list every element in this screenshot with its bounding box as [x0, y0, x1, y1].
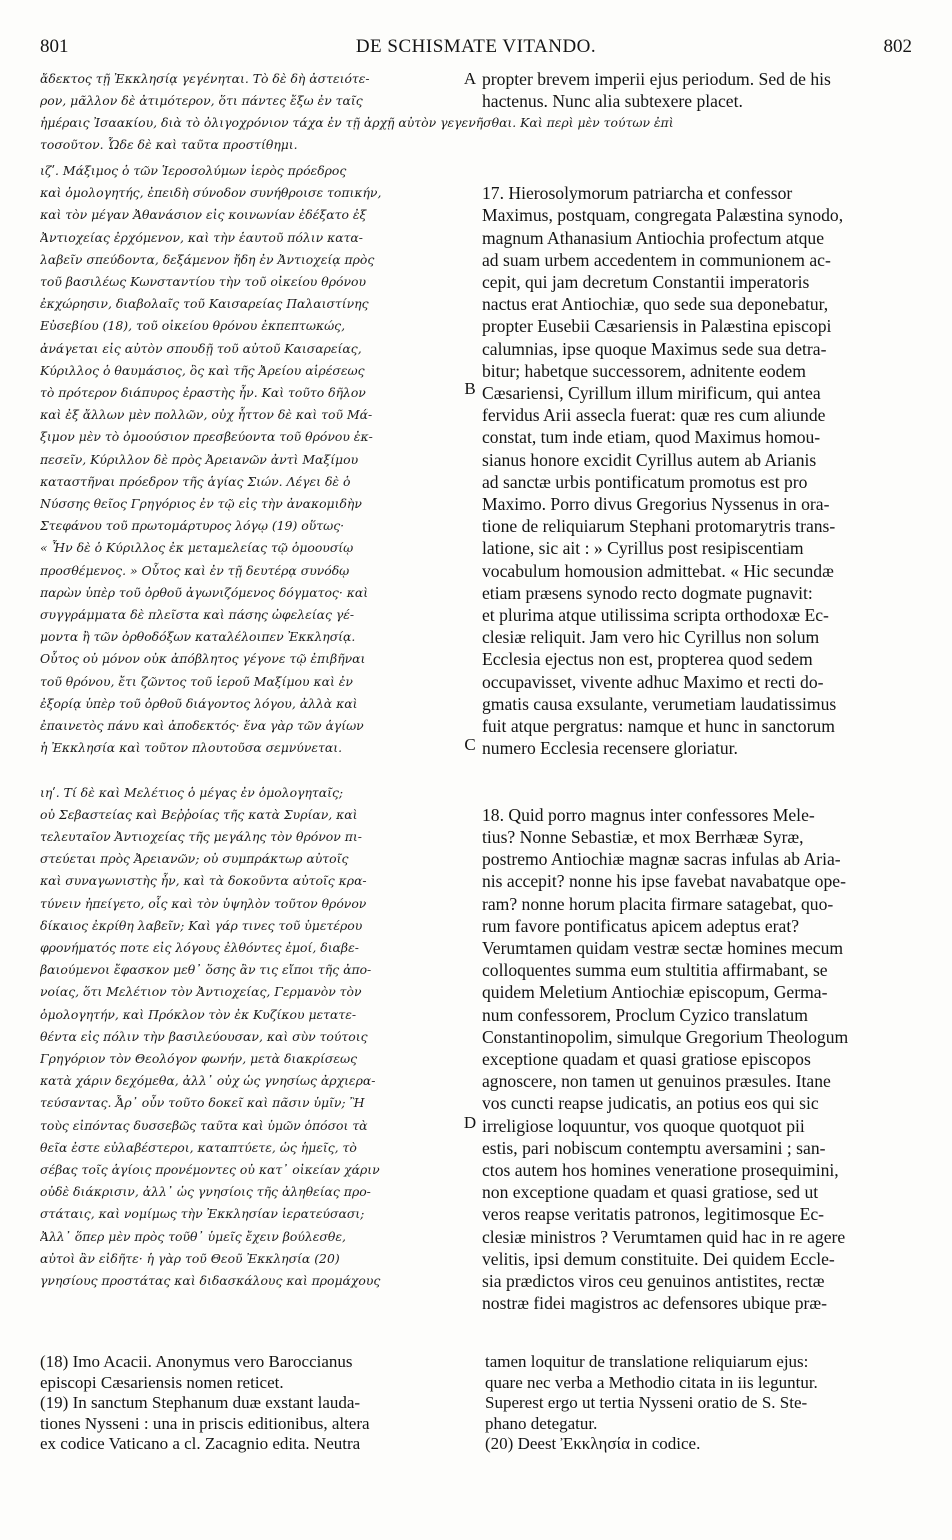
latin-text-line: 18. Quid porro magnus inter confessores Mele- — [482, 804, 815, 825]
greek-text-line: Νύσσης θεῖος Γρηγόριος ἐν τῷ εἰς τὴν ἀνακομιδὴν — [40, 496, 362, 511]
greek-text-line: στάταις, καὶ νομίμως τὴν Ἐκκλησίαν ἱερατεύσασι; — [40, 1206, 365, 1222]
latin-text-line: sia prædictos viros ceu genuinos antistites, rectæ — [482, 1271, 825, 1291]
greek-text-line: ὁμολογητήν, καὶ Πρόκλον τὸν ἐκ Κυζίκου μετατε- — [40, 1006, 357, 1022]
greek-wide-line: ἡμέραις Ἰσαακίου, διὰ τὸ ὀλιγοχρόνιον τάχα ἐν τῇ ἀρχῇ αὐτὸν γεγενῆσθαι. Καὶ περὶ μὲν τούτων ἐπὶ — [40, 115, 674, 130]
greek-text-line: τοῦ θρόνου, ἔτι ζῶντος τοῦ ἱεροῦ Μαξίμου καὶ ἐν — [40, 673, 353, 689]
greek-text-line: Κύριλλος ὁ θαυμάσιος, ὃς καὶ τῆς Ἀρείου αἱρέσεως — [40, 362, 365, 378]
latin-text-line: occupavisset, vivente adhuc Maximo et recti do- — [482, 671, 824, 692]
latin-text-line: non exceptione quadam et quasi gratiose, sed ut — [482, 1182, 819, 1203]
greek-text-line: Στεφάνου τοῦ πρωτομάρτυρος λόγῳ (19) οὕτως· — [40, 518, 345, 534]
latin-text-line: et plurima atque utilissima scripta orthodoxæ Ec- — [482, 605, 829, 625]
latin-text-line: propter Eusebii Cæsariensis in Palæstina episcopi — [482, 316, 832, 337]
footnote-line: quare nec verba a Methodio citata in iis leguntur. — [485, 1372, 818, 1392]
latin-text-line: ram? nonne horum placita firmare satagebat, quo- — [482, 893, 834, 914]
latin-text-line: numero Ecclesia recensere gloriatur. — [482, 738, 738, 759]
latin-top-line: propter brevem imperii ejus periodum. Sed de his — [482, 69, 831, 89]
greek-text-line: παρὼν ὑπὲρ τοῦ ὀρθοῦ ἀγωνιζόμενος δόγματος· καὶ — [40, 584, 369, 600]
greek-text-line: Οὗτος οὐ μόνον οὐκ ἀπόβλητος γέγονε τῷ ἐπιβῆναι — [40, 651, 366, 667]
greek-text-line: πεσεῖν, Κύριλλον δὲ πρὸς Ἀρειανῶν ἀντὶ Μαξίμου — [40, 451, 359, 467]
latin-text-line: nostræ fidei magistros ac defensores ubique præ- — [482, 1293, 827, 1314]
greek-text-line: ἀνάγεται εἰς αὐτὸν σπουδῇ τοῦ αὐτοῦ Καισαρείας, — [40, 340, 362, 356]
footnote-line: phano detegatur. — [485, 1413, 598, 1433]
greek-text-line — [40, 759, 458, 781]
latin-text-line: latione, sic ait : » Cyrillus post resipiscentiam — [482, 538, 804, 559]
greek-text-line: καὶ ἐξ ἄλλων μὲν πολλῶν, οὐχ ἧττον δὲ καὶ τοῦ Μά- — [40, 407, 373, 423]
latin-top-line: hactenus. Nunc alia subtexere placet. — [482, 91, 743, 111]
greek-text-line: αὐτοὶ ἂν εἰδῆτε· ἡ γὰρ τοῦ Θεοῦ Ἐκκλησία (20) — [40, 1250, 340, 1266]
greek-text-line: τελευταῖον Ἀντιοχείας τῆς μεγάλης τὸν θρόνον πι- — [40, 829, 362, 844]
page-number-left: 801 — [40, 36, 69, 57]
margin-marker-d: D — [463, 1113, 477, 1132]
greek-text-line: Ἀντιοχείας ἐρχόμενον, καὶ τὴν ἑαυτοῦ πόλιν κατα- — [40, 229, 363, 245]
greek-text-line: γνησίους προστάτας καὶ διδασκάλους καὶ προμάχους — [40, 1273, 381, 1288]
greek-text-line: Ἀλλ᾽ ὅπερ μὲν πρὸς τοῦθ᾽ ὑμεῖς ἔχειν βούλεσθε, — [40, 1228, 346, 1244]
greek-text-line: καὶ τὸν μέγαν Ἀθανάσιον εἰς κοινωνίαν ἐδέξατο ἐξ — [40, 207, 367, 223]
greek-text-line: βαιούμενοι ἔφασκον μεθ᾽ ὅσης ἂν τις εἴποι τῆς ἀπο- — [40, 962, 372, 978]
greek-text-line: καὶ ὁμολογητής, ἐπειδὴ σύνοδον συνήθροισε τοπικήν, — [40, 185, 382, 201]
greek-text-line: ἐκχώρησιν, διαβολαῖς τοῦ Καισαρείας Παλαιστίνης — [40, 296, 369, 312]
greek-text-line: τεύσαντας. Ἆρ᾽ οὖν τοῦτο δοκεῖ καὶ πᾶσιν ὑμῖν; Ἢ — [40, 1095, 365, 1111]
latin-text-line — [482, 160, 912, 182]
latin-text-line: quidem Meletium Antiochiæ episcopum, Germa- — [482, 982, 828, 1003]
latin-text-line: nis accepit? nonne his ipse favebat navabatque ope- — [482, 871, 846, 892]
latin-text-line: Maximo. Porro divus Gregorius Nyssenus in ora- — [482, 494, 830, 514]
greek-wide-line: τοσοῦτον. Ὧδε δὲ καὶ ταῦτα προστίθημι. — [40, 137, 298, 152]
greek-text-line: σέβας τοῖς ἁγίοις προνέμοντες οὐ κατ᾽ οἰκείαν χάριν — [40, 1162, 380, 1177]
latin-text-line: nactus erat Antiochiæ, quo sede sua deponebatur, — [482, 294, 829, 315]
latin-text-line: fuit atque pergratus: namque et hunc in sanctorum — [482, 716, 835, 736]
latin-text-line: constat, tum inde etiam, quod Maximus homou- — [482, 427, 821, 448]
greek-text-line: φρονήματός ποτε εἰς λόγους ἐλθόντες ἐμοί, διαβε- — [40, 940, 359, 955]
latin-text-line: ad suam urbem accedentem in communionem ac- — [482, 249, 831, 270]
footnote-line: (19) In sanctum Stephanum duæ exstant lauda- — [40, 1393, 361, 1412]
greek-text-line: καταστῆναι πρόεδρον τῆς ἁγίας Σιών. Λέγει δὲ ὁ — [40, 473, 351, 489]
greek-text-line: καὶ συναγωνιστὴς ἦν, καὶ τὰ δοκοῦντα αὐτοῖς κρα- — [40, 873, 367, 889]
greek-text-line: κατὰ χάριν δεχόμεθα, ἀλλ᾽ οὐχ ὡς γνησίως ἀρχιερα- — [40, 1073, 376, 1089]
greek-text-line: δίκαιος ἐκρίθη λαβεῖν; Καὶ γάρ τινες τοῦ ὑμετέρου — [40, 917, 363, 933]
greek-text-line: λαβεῖν σπεύδοντα, δεξάμενον ἤδη ἐν Ἀντιοχείᾳ πρὸς — [40, 251, 375, 267]
margin-marker-c: C — [464, 735, 476, 754]
footnote-line: episcopi Cæsariensis nomen reticet. — [40, 1372, 284, 1392]
latin-text-line — [482, 759, 912, 781]
greek-text-line: ξιμον μὲν τὸ ὁμοούσιον πρεσβεύοντα τοῦ θρόνου ἐκ- — [40, 429, 373, 445]
latin-text-line: Verumtamen quidam vestræ sectæ homines mecum — [482, 938, 844, 958]
latin-text-line: exceptione quadam et quasi gratiose episcopos — [482, 1049, 811, 1069]
latin-text-line: postremo Antiochiæ magnæ sacras infulas ab Aria- — [482, 849, 841, 870]
greek-text-line: « Ἦν δὲ ὁ Κύριλλος ἐκ μεταμελείας τῷ ὁμοουσίῳ — [40, 540, 354, 556]
margin-marker-a: A — [463, 69, 477, 88]
greek-text-line: τοῦ βασιλέως Κωνσταντίου τὴν τοῦ οἰκείου θρόνου — [40, 274, 367, 289]
greek-text-line: τύνειν ἠπείγετο, οἷς καὶ τὸν ὑψηλὸν τοῦτον θρόνον — [40, 895, 367, 911]
greek-text-line: ιζʹ. Μάξιμος ὁ τῶν Ἱεροσολύμων ἱερὸς πρόεδρος — [40, 163, 347, 178]
footnote-line: (20) Deest Ἐκκλησία in codice. — [485, 1434, 701, 1453]
page-number-right: 802 — [883, 36, 912, 57]
latin-text-line: velitis, ipsi demum constituite. Dei quidem Eccle- — [482, 1248, 835, 1269]
footnote-line: (18) Imo Acacii. Anonymus vero Baroccianus — [40, 1352, 353, 1371]
latin-text-line: Maximus, postquam, congregata Palæstina synodo, — [482, 205, 844, 226]
greek-text-line: οὐ Σεβαστείας καὶ Βεῤῥοίας τῆς κατὰ Συρίαν, καὶ — [40, 806, 358, 822]
greek-text-line: ἡ Ἐκκλησία καὶ τοῦτον πλουτοῦσα σεμνύνεται. — [40, 740, 343, 756]
greek-text-line: στεύεται πρὸς Ἀρειανῶν; οὐ συμπράκτωρ αὐτοῖς — [40, 851, 349, 867]
latin-text-line: ctos autem hos homines veneratione prosequimini, — [482, 1160, 839, 1180]
greek-text-line: μοντα ἢ τῶν ὀρθοδόξων καταλέλοιπεν Ἐκκλησίᾳ. — [40, 629, 356, 645]
latin-text-line — [482, 782, 912, 804]
greek-text-line: Εὐσεβίου (18), τοῦ οἰκείου θρόνου ἐκπεπτωκώς, — [40, 318, 346, 334]
latin-text-line: clesiæ reliquit. Jam vero hic Cyrillus non solum — [482, 627, 820, 648]
latin-text-line: vos cuncti reapse judicatis, an potius eos qui sic — [482, 1093, 819, 1114]
greek-text-line: ἐξορίᾳ ὑπὲρ τοῦ ὀρθοῦ διάγοντος λόγου, ἀλλὰ καὶ — [40, 695, 358, 711]
latin-text-line: Cæsariensi, Cyrillum illum mirificum, qui antea — [482, 383, 821, 403]
latin-text-line: clesiæ ministros ? Verumtamen quid hac in re agere — [482, 1226, 846, 1247]
latin-text-line: tione de reliquiarum Stephani protomarytris trans- — [482, 516, 836, 537]
greek-text-line: τοὺς εἰπόντας δυσσεβῶς ταῦτα καὶ ὑμῶν ὁπόσοι τὰ — [40, 1117, 368, 1133]
latin-text-line: irreligiose loquuntur, vos quoque quotquot pii — [482, 1115, 805, 1136]
latin-text-line: colloquentes summa eum stultitia affirmabant, se — [482, 960, 828, 981]
latin-text-line: ad sanctæ urbis pontificatum promotus est pro — [482, 471, 808, 492]
greek-text-line: συγγράμματα δὲ πλεῖστα καὶ πάσης ὠφελείας γέ- — [40, 607, 355, 622]
greek-text-line: θεῖα ἐστε εὐλαβέστεροι, καταπτύετε, ὡς ἡμεῖς, τὸ — [40, 1139, 357, 1155]
latin-text-line: cepit, qui jam decretum Constantii imperatoris — [482, 272, 810, 292]
footnote-line: ex codice Vaticano a cl. Zacagnio edita. Neutra — [40, 1434, 361, 1453]
latin-text-line: Constantinopolim, simulque Gregorium Theologum — [482, 1026, 849, 1047]
greek-top-line: ἄδεκτος τῇ Ἐκκλησίᾳ γεγένηται. Τὸ δὲ δὴ ἀστειότε- — [40, 71, 370, 86]
footnote-line: tamen loquitur de translatione reliquiarum ejus: — [485, 1352, 809, 1371]
latin-text-line: vocabulum homousion admittebat. « Hic secundæ — [482, 560, 834, 581]
latin-text-line: rum favore pontificatus apicem adeptus erat? — [482, 915, 800, 936]
latin-text-line: magnum Athanasium Antiochia profectum atque — [482, 227, 825, 248]
latin-text-line: fervidus Arii assecla fuerat: quæ res cum aliunde — [482, 405, 826, 426]
latin-text-line: agnoscere, non tamen ut genuinos præsules. Itane — [482, 1071, 831, 1092]
latin-text-line: Ecclesia ejectus non est, propterea quod sedem — [482, 649, 813, 670]
greek-text-line: οὐδὲ διάκρισιν, ἀλλ᾽ ὡς γνησίοις τῆς ἀληθείας προ- — [40, 1184, 371, 1200]
greek-text-line: προσθέμενος. » Οὗτος καὶ ἐν τῇ δευτέρᾳ συνόδῳ — [40, 562, 350, 578]
latin-text-line: bitur; habetque successorem, adnitente eodem — [482, 360, 806, 381]
latin-text-line: veros reapse veritatis patronos, legitimosque Ec- — [482, 1204, 824, 1225]
latin-text-line: calumnias, ipse quoque Maximus sede sua detra- — [482, 338, 827, 359]
latin-text-line: tius? Nonne Sebastiæ, et mox Berrhææ Syræ, — [482, 827, 804, 847]
running-header — [0, 36, 952, 62]
greek-text-line: ιηʹ. Τί δὲ καὶ Μελέτιος ὁ μέγας ἐν ὁμολογηταῖς; — [40, 784, 344, 800]
latin-text-line: 17. Hierosolymorum patriarcha et confessor — [482, 183, 793, 204]
running-title: DE SCHISMATE VITANDO. — [355, 36, 597, 57]
latin-text-line: etiam præsens synodo recto dogmate pugnavit: — [482, 582, 813, 603]
latin-text-line: estis, pari nobiscum contemptu aversamini ; san- — [482, 1137, 826, 1158]
footnote-line: tiones Nysseni : una in priscis editionibus, altera — [40, 1413, 370, 1433]
greek-text-line: νοίας, ὅτι Μελέτιον τὸν Ἀντιοχείας, Γερμανὸν τὸν — [40, 984, 362, 1000]
latin-text-line: num confessorem, Proclum Cyzico translatum — [482, 1004, 808, 1025]
greek-text-line: τὸ πρότερον διάπυρος ἐραστὴς ἦν. Καὶ τοῦτο δῆλον — [40, 385, 366, 400]
latin-text-line: sianus honore excidit Cyrillus autem ab Arianis — [482, 449, 817, 470]
greek-text-line: ἐπαινετὸς πάνυ καὶ ἀποδεκτός· ἕνα γὰρ τῶν ἁγίων — [40, 718, 364, 733]
greek-text-line: Γρηγόριον τὸν Θεολόγον φωνήν, μετὰ διακρίσεως — [40, 1051, 358, 1066]
footnote-line: Superest ergo ut tertia Nysseni oratio de S. Ste- — [485, 1393, 808, 1412]
greek-top-line: ρον, μᾶλλον δὲ ἀτιμότερον, ὅτι πάντες ἔξω ἐν ταῖς — [40, 93, 363, 108]
margin-marker-b: B — [464, 379, 476, 398]
latin-text-line: gmatis causa exsulante, verumetiam laudatissimus — [482, 693, 837, 714]
greek-text-line: θέντα εἰς πόλιν τὴν βασιλεύουσαν, καὶ σὺν τούτοις — [40, 1028, 368, 1044]
